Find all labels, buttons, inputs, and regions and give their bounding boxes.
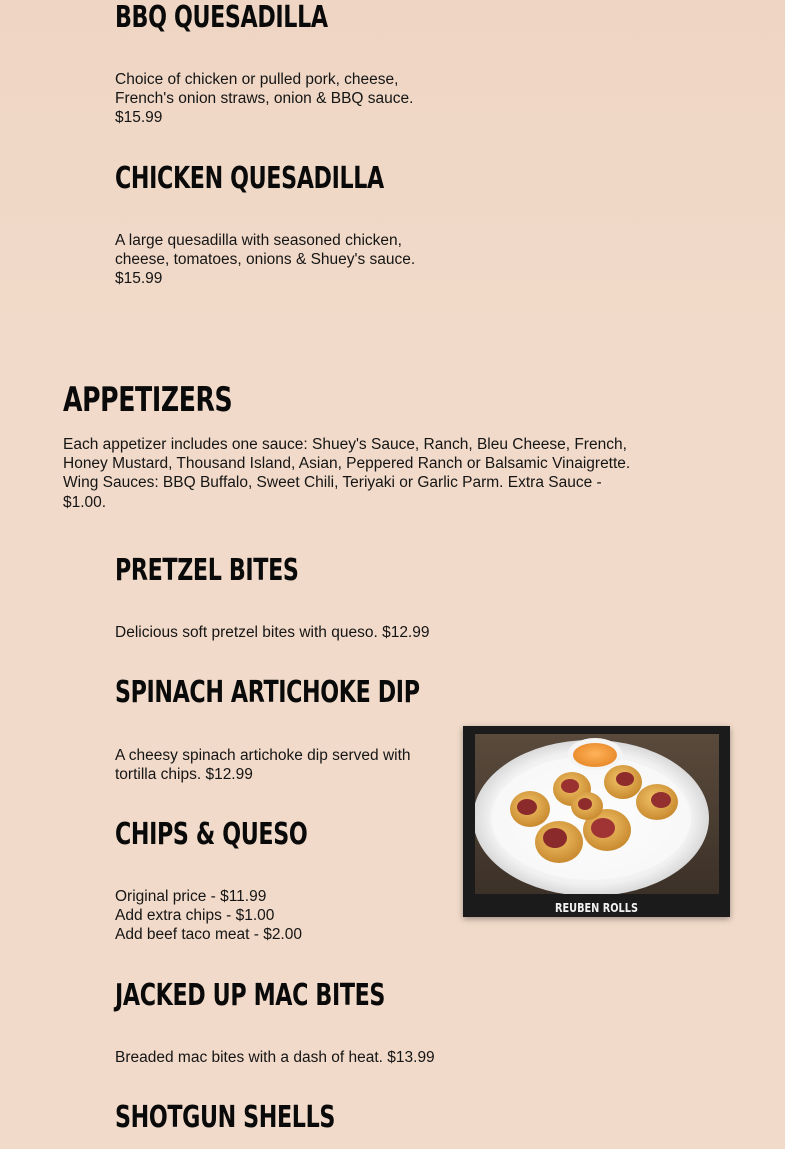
- item-title-bbq-quesadilla: BBQ QUESADILLA: [115, 0, 328, 35]
- item-description-chips-queso: [115, 887, 302, 945]
- item-title-chips-queso: CHIPS & QUESO: [115, 817, 308, 852]
- item-title-spinach-artichoke-dip: SPINACH ARTICHOKE DIP: [115, 675, 420, 710]
- item-title-pretzel-bites: PRETZEL BITES: [115, 553, 299, 588]
- description-line: $1.00.: [63, 493, 107, 511]
- description-line: Wing Sauces: BBQ Buffalo, Sweet Chili, Teriyaki or Garlic Parm. Extra Sauce -: [63, 474, 602, 492]
- item-title-jacked-up-mac-bites: JACKED UP MAC BITES: [115, 978, 386, 1013]
- item-title-chicken-quesadilla: CHICKEN QUESADILLA: [115, 161, 384, 196]
- description-line: A large quesadilla with seasoned chicken,: [115, 232, 402, 249]
- item-description-pretzel-bites: [115, 623, 429, 642]
- reuben-rolls-illustration: [475, 734, 719, 894]
- description-line: Add beef taco meat - $2.00: [115, 926, 302, 944]
- description-line: Breaded mac bites with a dash of heat. $13.99: [115, 1049, 435, 1066]
- item-description-chicken-quesadilla: [115, 231, 415, 289]
- reuben-rolls-photo: [475, 734, 719, 894]
- description-line: tortilla chips. $12.99: [115, 766, 253, 784]
- description-line: Each appetizer includes one sauce: Shuey's Sauce, Ranch, Bleu Cheese, French,: [63, 436, 627, 453]
- description-line: Original price - $11.99: [115, 888, 267, 905]
- description-line: Honey Mustard, Thousand Island, Asian, Peppered Ranch or Balsamic Vinaigrette.: [63, 455, 631, 473]
- description-line: Choice of chicken or pulled pork, cheese,: [115, 71, 399, 88]
- item-description-spinach-artichoke-dip: [115, 746, 411, 784]
- description-line: Delicious soft pretzel bites with queso. $12.99: [115, 624, 430, 641]
- food-photo-card[interactable]: [463, 726, 730, 917]
- photo-caption: REUBEN ROLLS: [555, 900, 638, 915]
- item-description-bbq-quesadilla: [115, 70, 413, 128]
- description-line: A cheesy spinach artichoke dip served with: [115, 747, 411, 764]
- description-line: Add extra chips - $1.00: [115, 907, 275, 925]
- section-description-appetizers: [63, 435, 630, 512]
- description-line: French's onion straws, onion & BBQ sauce.: [115, 90, 414, 108]
- item-description-jacked-up-mac-bites: [115, 1048, 435, 1067]
- description-line: cheese, tomatoes, onions & Shuey's sauce.: [115, 251, 416, 269]
- item-title-shotgun-shells: SHOTGUN SHELLS: [115, 1100, 335, 1135]
- section-title-appetizers: APPETIZERS: [63, 380, 233, 420]
- item-price: $15.99: [115, 270, 163, 288]
- item-price: $15.99: [115, 109, 163, 127]
